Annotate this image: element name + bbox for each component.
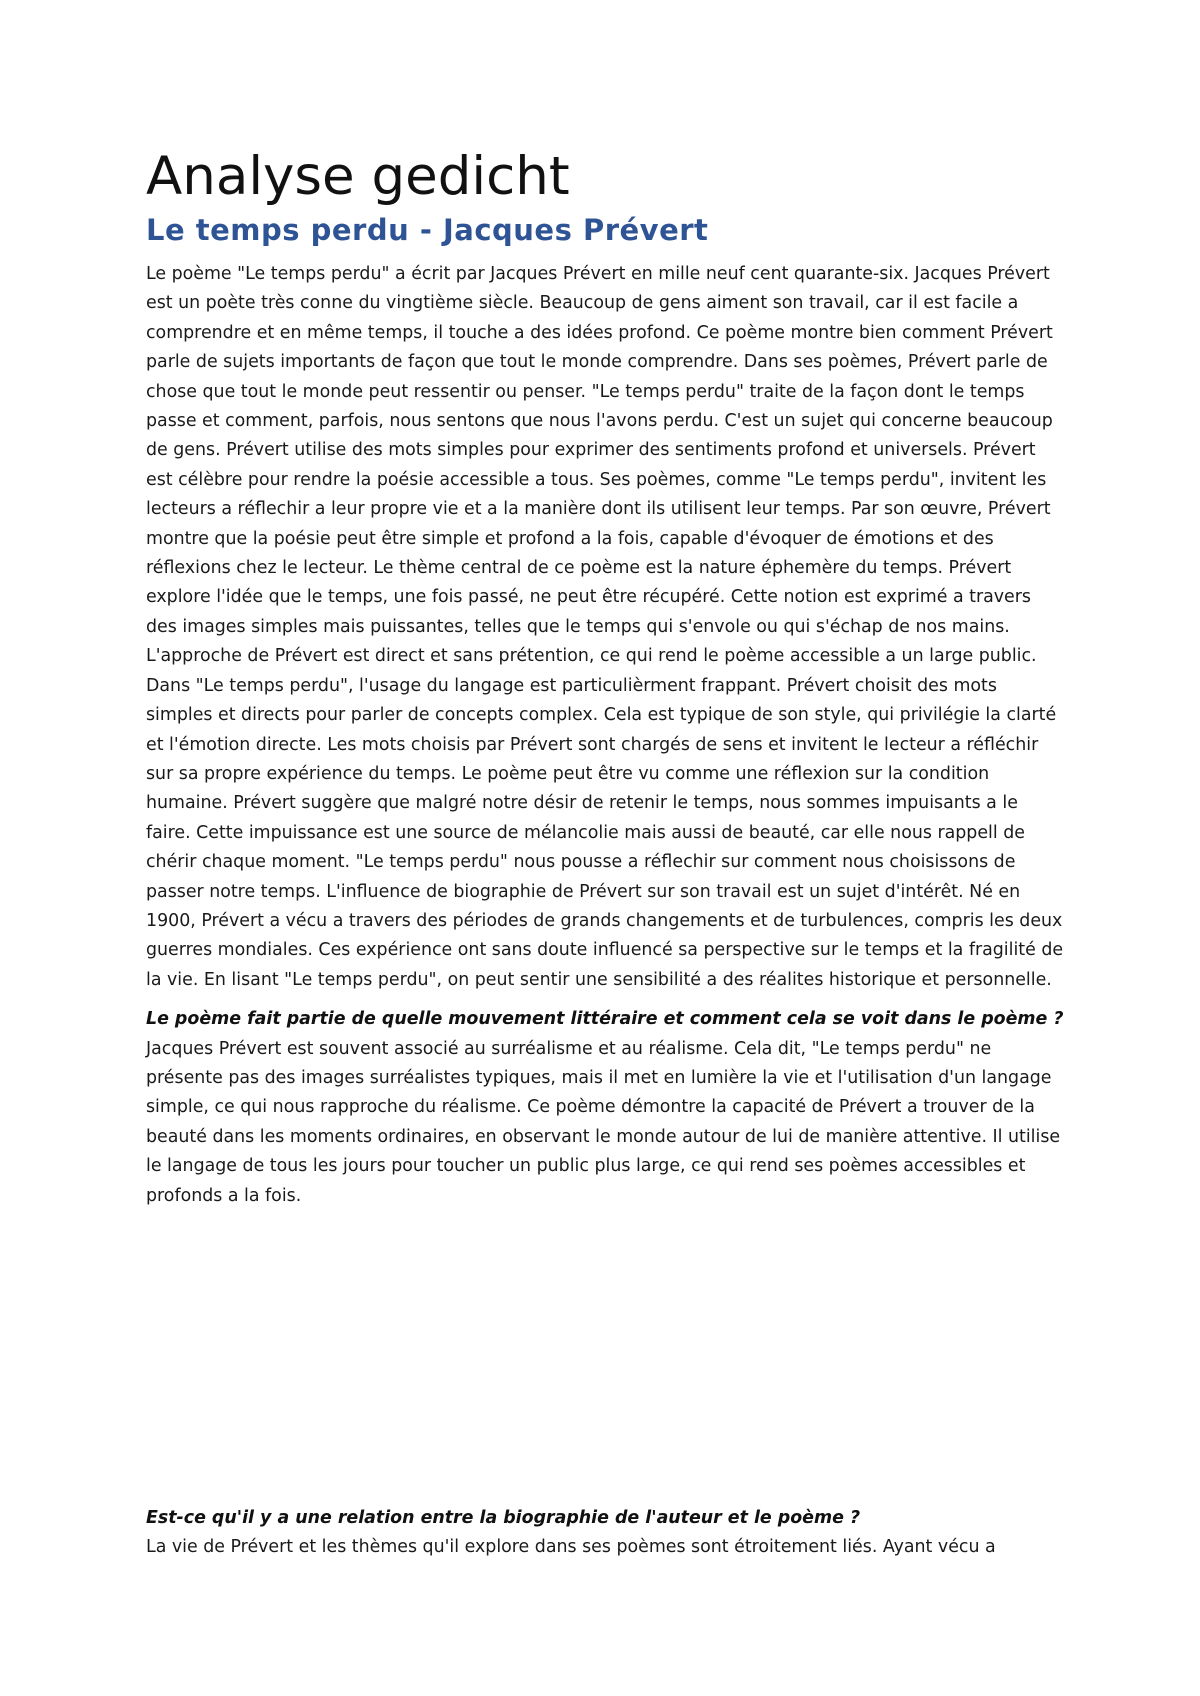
document-subtitle: Le temps perdu - Jacques Prévert [146,213,709,247]
question-heading-literary-movement: Le poème fait partie de quelle mouvement littéraire et comment cela se voit dans le poème ? [146,1009,1064,1030]
document-body [146,146,1066,1211]
document-title: Analyse gedicht [146,146,570,207]
intro-paragraph: Le poème "Le temps perdu" a écrit par Jacques Prévert en mille neuf cent quarante-six. Jacques Prévert est un poète très conne du vingtième siècle. Beaucoup de gens aiment son travail, car il est facile a comprendre et en même temps, il touche a des idées profond. Ce poème montre bien comment Prévert parle de sujets importants de façon que tout le monde comprendre. Dans ses poèmes, Prévert parle de chose que tout le monde peut ressentir ou penser. "Le temps perdu" traite de la façon dont le temps passe et comment, parfois, nous sentons que nous l'avons perdu. C'est un sujet qui concerne beaucoup de gens. Prévert utilise des mots simples pour exprimer des sentiments profond et universels. Prévert est célèbre pour rendre la poésie accessible a tous. Ses poèmes, comme "Le temps perdu", invitent les lecteurs a réflechir a leur propre vie et a la manière dont ils utilisent leur temps. Par son œuvre, Prévert montre que la poésie peut être simple et profond a la fois, capable d'évoquer de émotions et des réflexions chez le lecteur. Le thème central de ce poème est la nature éphemère du temps. Prévert explore l'idée que le temps, une fois passé, ne peut être récupéré. Cette notion est exprimé a travers des images simples mais puissantes, telles que le temps qui s'envole ou qui s'échap de nos mains. L'approche de Prévert est direct et sans prétention, ce qui rend le poème accessible a un large public. Dans "Le temps perdu", l'usage du langage est particulièrment frappant. Prévert choisit des mots simples et directs pour parler de concepts complex. Cela est typique de son style, qui privilégie la clarté et l'émotion directe. Les mots choisis par Prévert sont chargés de sens et invitent le lecteur a réfléchir sur sa propre expérience du temps. Le poème peut être vu comme une réflexion sur la condition humaine. Prévert suggère que malgré notre désir de retenir le temps, nous sommes impuisants a le faire. Cette impuissance est une source de mélancolie mais aussi de beauté, car elle nous rappell de chérir chaque moment. "Le temps perdu" nous pousse a réflechir sur comment nous choisissons de passer notre temps. L'influence de biographie de Prévert sur son travail est un sujet d'intérêt. Né en 1900, Prévert a vécu a travers des périodes de grands changements et de turbulences, compris les deux guerres mondiales. Ces expérience ont sans doute influencé sa perspective sur le temps et la fragilité de la vie. En lisant "Le temps perdu", on peut sentir une sensibilité a des réalites historique et personnelle. [146,264,1064,990]
answer-paragraph-biography: La vie de Prévert et les thèmes qu'il explore dans ses poèmes sont étroitement liés. Ayant vécu a [146,1537,996,1558]
biography-section [146,1504,1066,1563]
answer-paragraph-literary-movement: Jacques Prévert est souvent associé au surréalisme et au réalisme. Cela dit, "Le temps perdu" ne présente pas des images surréalistes typiques, mais il met en lumière la vie et l'utilisation d'un langage simple, ce qui nous rapproche du réalisme. Ce poème démontre la capacité de Prévert a trouver de la beauté dans les moments ordinaires, en observant le monde autour de lui de manière attentive. Il utilise le langage de tous les jours pour toucher un public plus large, ce qui rend ses poèmes accessibles et profonds a la fois. [146,1038,1061,1206]
question-heading-biography: Est-ce qu'il y a une relation entre la biographie de l'auteur et le poème ? [146,1508,861,1528]
